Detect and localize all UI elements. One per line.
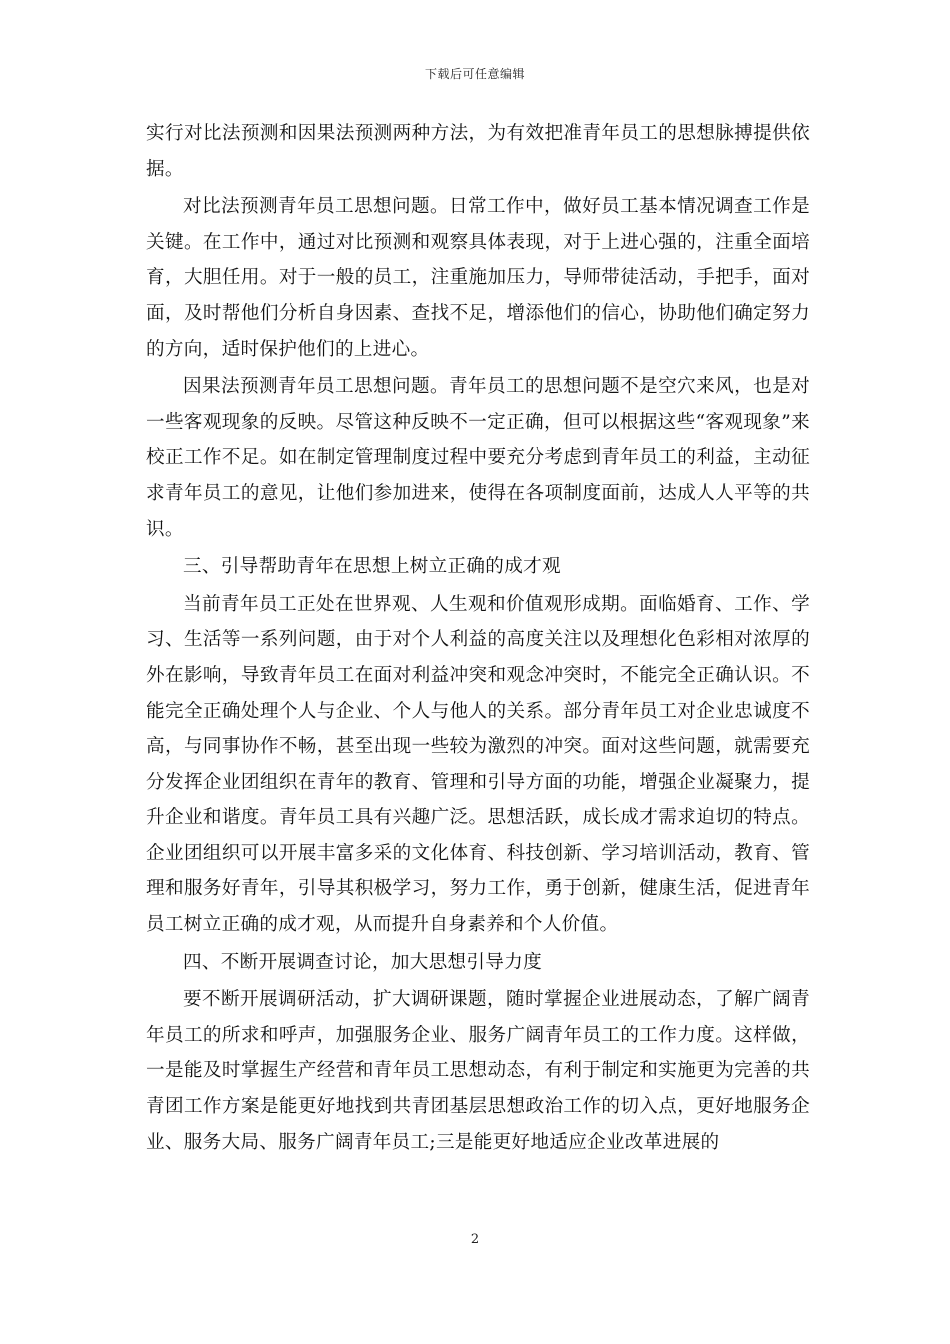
section-heading-3: 三、引导帮助青年在思想上树立正确的成才观 <box>183 556 561 578</box>
paragraph-4: 当前青年员工正处在世界观、人生观和价值观形成期。面临婚育、工作、学习、生活等一系列问题，由于对个人利益的高度关注以及理想化色彩相对浓厚的外在影响，导致青年员工在面对利益冲突和观念冲突时，不能完全正确认识。不能完全正确处理个人与企业、个人与他人的关系。部分青年员工对企业忠诚度不高，与同事协作不畅，甚至出现一些较为激烈的冲突。面对这些问题，就需要充分发挥企业团组织在青年的教育、管理和引导方面的功能，增强企业凝聚力，提升企业和谐度。青年员工具有兴趣广泛。思想活跃，成长成才需求迫切的特点。企业团组织可以开展丰富多采的文化体育、科技创新、学习培训活动，教育、管理和服务好青年，引导其积极学习，努力工作，勇于创新，健康生活，促进青年员工树立正确的成才观，从而提升自身素养和个人价值。 <box>146 593 810 936</box>
paragraph-5: 要不断开展调研活动，扩大调研课题，随时掌握企业进展动态，了解广阔青年员工的所求和呼声，加强服务企业、服务广阔青年员工的工作力度。这样做，一是能及时掌握生产经营和青年员工思想动态，有利于制定和实施更为完善的共青团工作方案是能更好地找到共青团基层思想政治工作的切入点，更好地服务企业、服务大局、服务广阔青年员工;三是能更好地适应企业改革进展的 <box>146 989 810 1153</box>
paragraph-3: 因果法预测青年员工思想问题。青年员工的思想问题不是空穴来风，也是对一些客观现象的反映。尽管这种反映不一定正确，但可以根据这些“客观现象”来校正工作不足。如在制定管理制度过程中要充分考虑到青年员工的利益，主动征求青年员工的意见，让他们参加进来，使得在各项制度面前，达成人人平等的共识。 <box>146 376 810 540</box>
document-body <box>146 116 810 1160</box>
paragraph-1: 实行对比法预测和因果法预测两种方法，为有效把准青年员工的思想脉搏提供依据。 <box>146 123 810 180</box>
section-heading-4: 四、不断开展调查讨论，加大思想引导力度 <box>183 951 542 973</box>
paragraph-2: 对比法预测青年员工思想问题。日常工作中，做好员工基本情况调查工作是关键。在工作中，通过对比预测和观察具体表现，对于上进心强的，注重全面培育，大胆任用。对于一般的员工，注重施加压力，导师带徒活动，手把手，面对面，及时帮他们分析自身因素、查找不足，增添他们的信心，协助他们确定努力的方向，适时保护他们的上进心。 <box>146 196 810 360</box>
page-number: 2 <box>470 1232 480 1247</box>
page-header: 下载后可任意编辑 <box>424 67 525 81</box>
